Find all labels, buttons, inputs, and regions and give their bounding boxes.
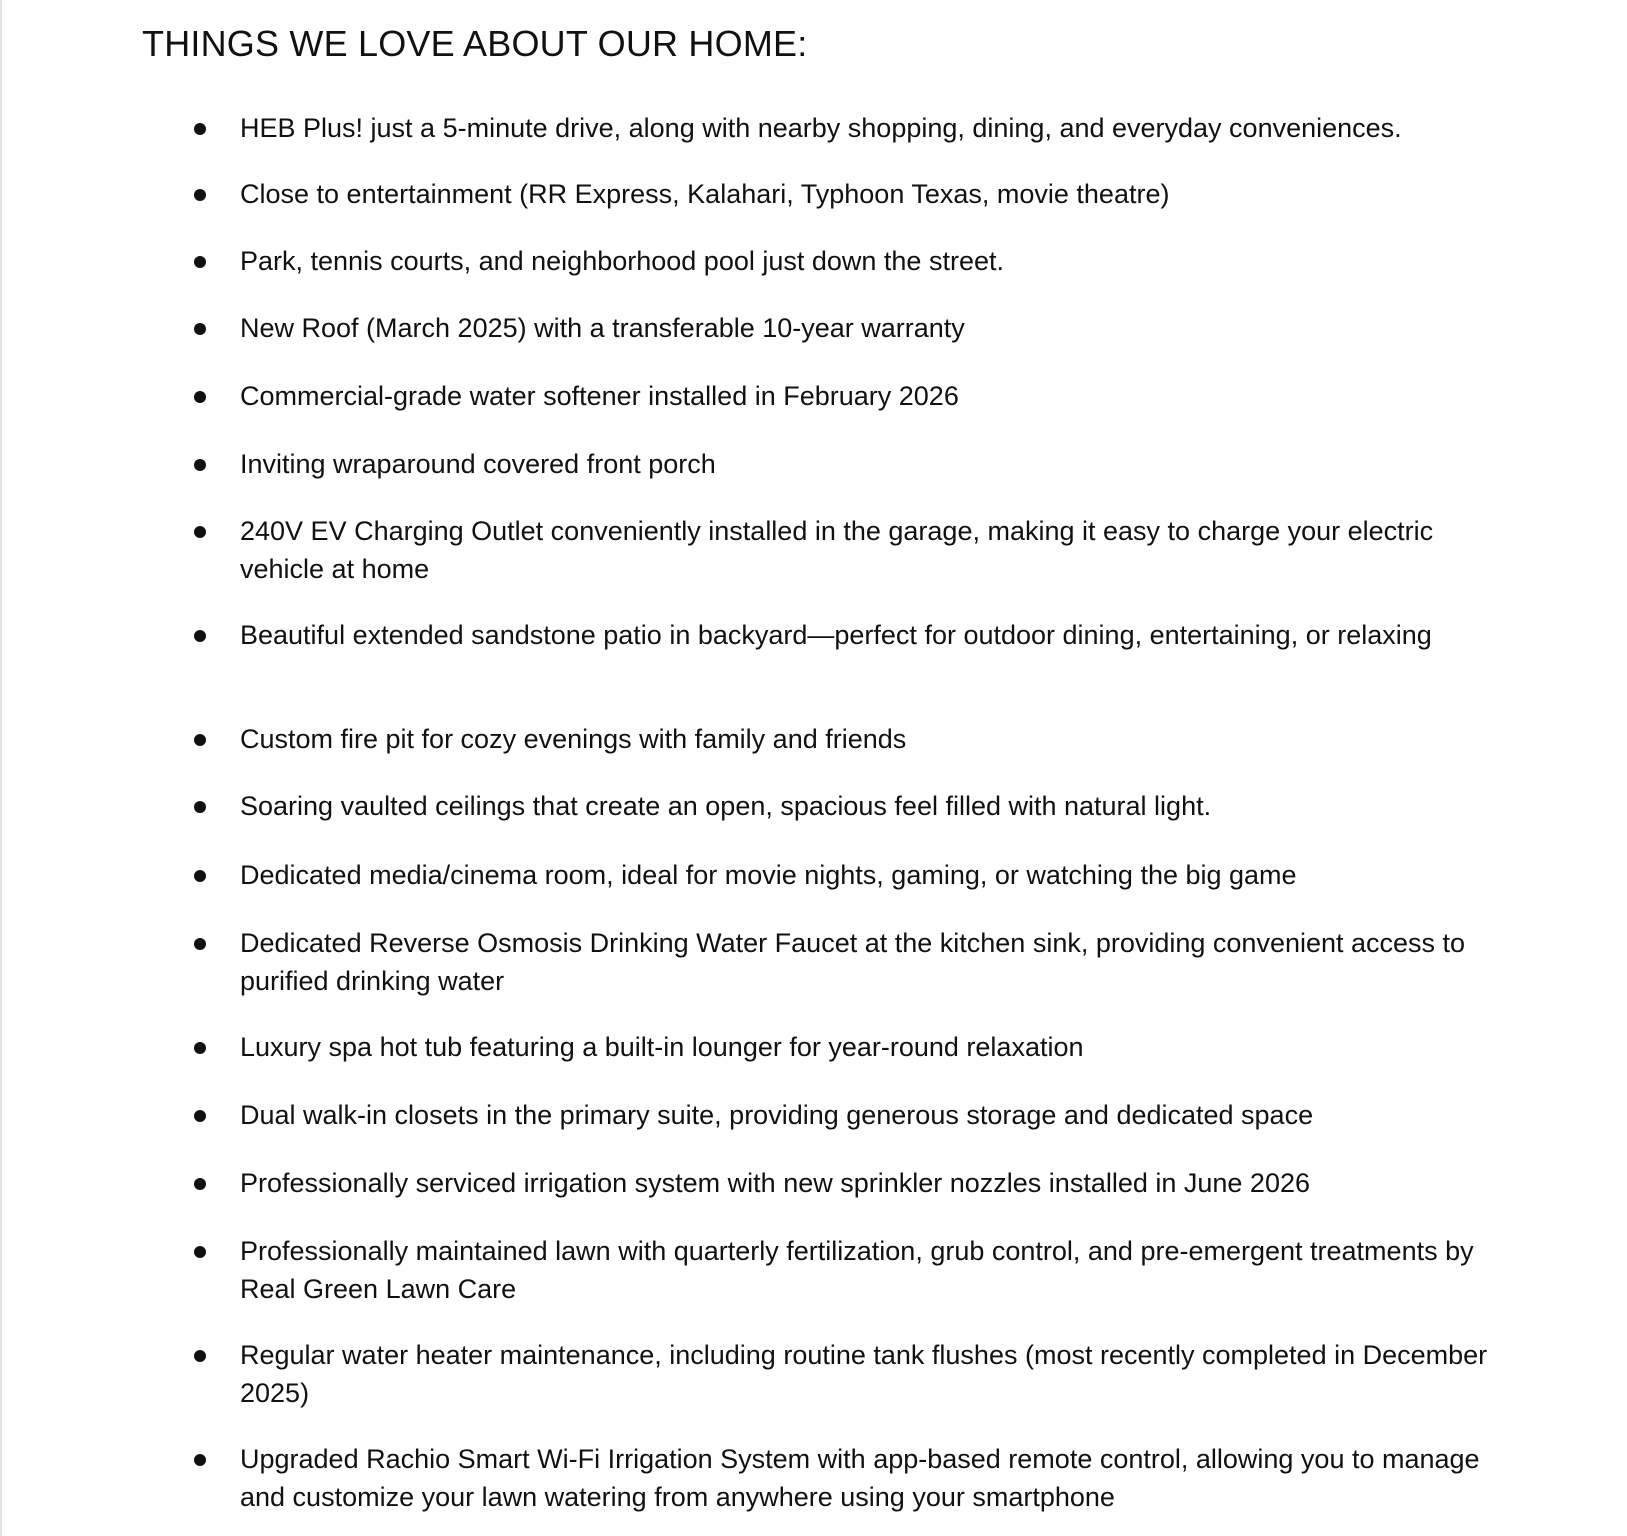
list-item-text: Inviting wraparound covered front porch xyxy=(240,449,716,479)
list-item-text: Custom fire pit for cozy evenings with family and friends xyxy=(240,724,907,754)
list-item-text: Commercial-grade water softener installed in February 2026 xyxy=(240,381,959,411)
list-item-text: Upgraded Rachio Smart Wi-Fi Irrigation System with app-based remote control, allowing you to manage and customize your lawn watering from anywhere using your smartphone xyxy=(240,1444,1480,1512)
bullet-icon xyxy=(194,1350,206,1362)
bullet-icon xyxy=(194,630,206,642)
list-item-text: HEB Plus! just a 5-minute drive, along with nearby shopping, dining, and everyday conveniences. xyxy=(240,113,1402,143)
list-item-text: Soaring vaulted ceilings that create an open, spacious feel filled with natural light. xyxy=(240,791,1212,821)
list-item-text: New Roof (March 2025) with a transferable 10-year warranty xyxy=(240,313,965,343)
list-item-text: Regular water heater maintenance, including routine tank flushes (most recently completed in December 2025) xyxy=(240,1340,1488,1408)
bullet-icon xyxy=(194,1110,206,1122)
bullet-icon xyxy=(194,189,206,201)
list-item-text: Beautiful extended sandstone patio in backyard—perfect for outdoor dining, entertaining, or relaxing xyxy=(240,620,1432,650)
list-item-text: Professionally serviced irrigation system with new sprinkler nozzles installed in June 2026 xyxy=(240,1168,1310,1198)
list-item-text: 240V EV Charging Outlet conveniently installed in the garage, making it easy to charge your electric vehicle at home xyxy=(240,516,1434,584)
bullet-icon xyxy=(194,1454,206,1466)
list-item-text: Professionally maintained lawn with quarterly fertilization, grub control, and pre-emergent treatments by Real Green Lawn Care xyxy=(240,1236,1474,1304)
bullet-icon xyxy=(194,870,206,882)
page-title: THINGS WE LOVE ABOUT OUR HOME: xyxy=(142,23,808,64)
bullet-icon xyxy=(194,1042,206,1054)
bullet-icon xyxy=(194,734,206,746)
bullet-icon xyxy=(194,801,206,813)
list-item-text: Dual walk-in closets in the primary suite, providing generous storage and dedicated space xyxy=(240,1100,1314,1130)
bullet-icon xyxy=(194,1178,206,1190)
bullet-icon xyxy=(194,526,206,538)
list-item-text: Luxury spa hot tub featuring a built-in lounger for year-round relaxation xyxy=(240,1032,1084,1062)
bullet-icon xyxy=(194,459,206,471)
bullet-icon xyxy=(194,938,206,950)
list-item-text: Close to entertainment (RR Express, Kalahari, Typhoon Texas, movie theatre) xyxy=(240,179,1170,209)
list-item-text: Dedicated Reverse Osmosis Drinking Water Faucet at the kitchen sink, providing convenient access to purified drinking water xyxy=(240,928,1466,996)
list-item-text: Dedicated media/cinema room, ideal for movie nights, gaming, or watching the big game xyxy=(240,860,1297,890)
bullet-icon xyxy=(194,323,206,335)
bullet-icon xyxy=(194,256,206,268)
bullet-icon xyxy=(194,391,206,403)
bullet-icon xyxy=(194,123,206,135)
bullet-icon xyxy=(194,1246,206,1258)
list-item-text: Park, tennis courts, and neighborhood pool just down the street. xyxy=(240,246,1004,276)
